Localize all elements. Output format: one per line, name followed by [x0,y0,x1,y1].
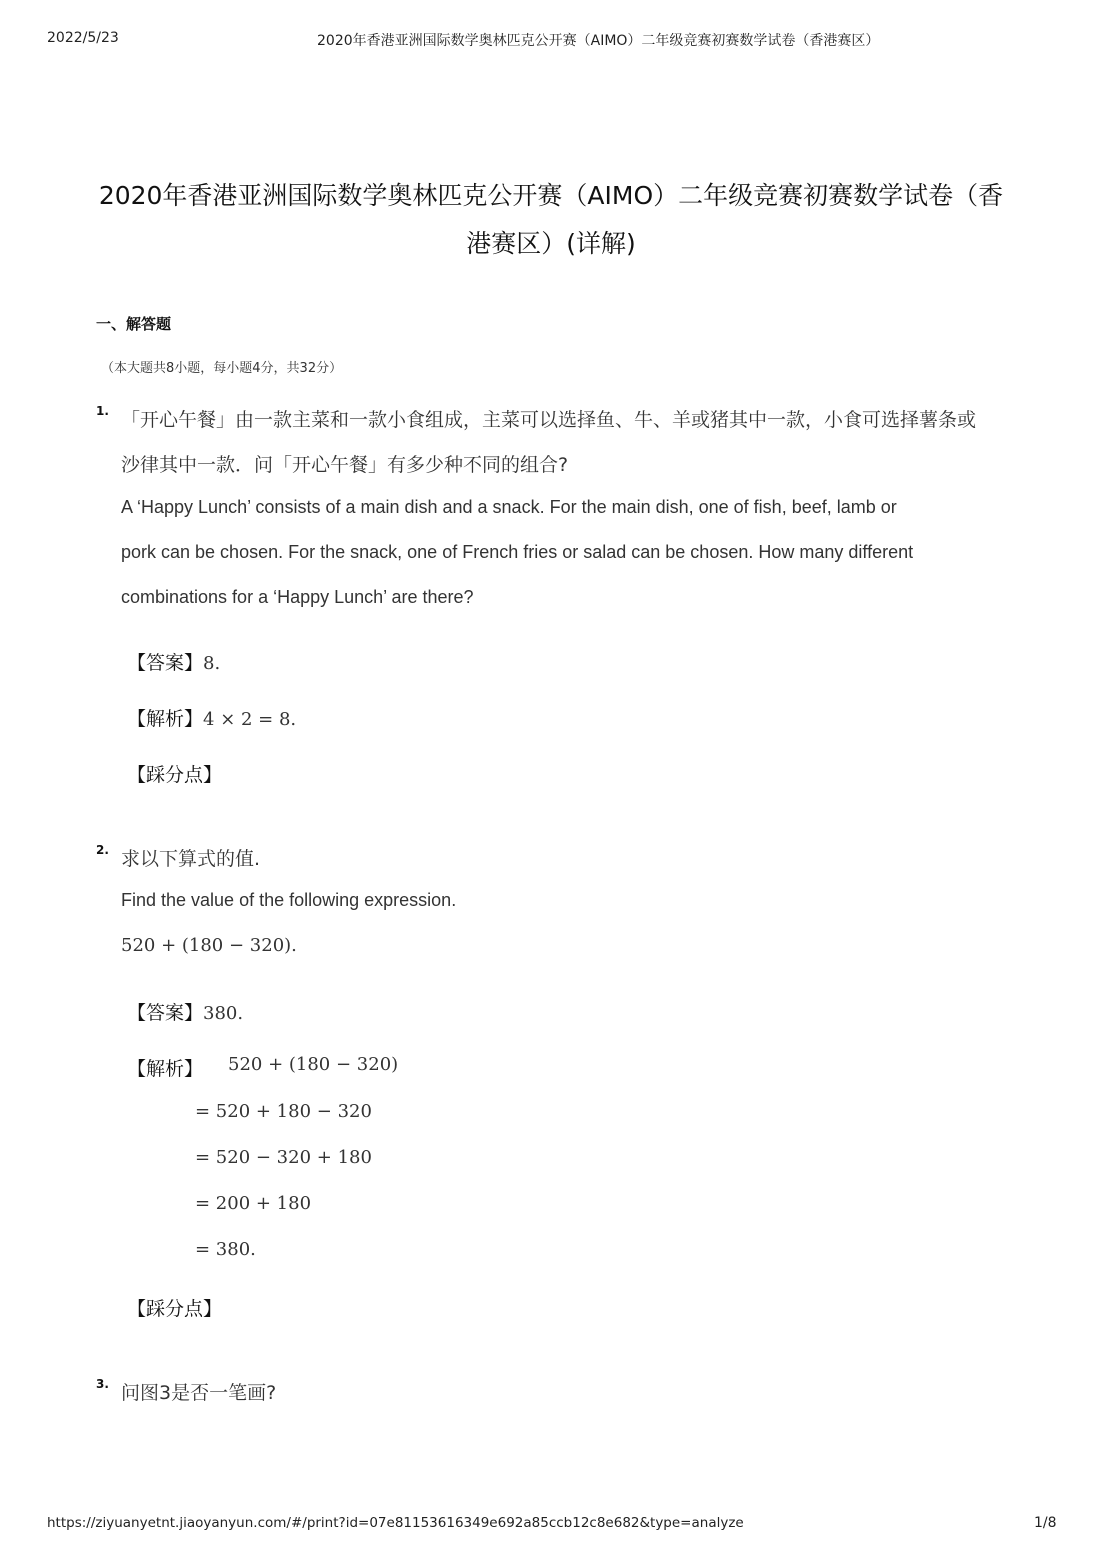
print-date: 2022/5/23 [47,30,119,46]
analysis-step: = 520 − 320 + 180 [195,1147,372,1168]
question-number: 1. [96,404,109,418]
page-number: 1/8 [1034,1515,1057,1531]
page-title-line-2: 港赛区）(详解) [466,229,636,258]
answer-value: 8. [203,653,221,674]
page-title-line-1: 2020年香港亚洲国际数学奥林匹克公开赛（AIMO）二年级竞赛初赛数学试卷（香 [98,181,1004,210]
question-text-en: combinations for a ‘Happy Lunch’ are there? [121,587,474,607]
points-label: 【踩分点】 [127,1298,223,1320]
analysis-row [127,704,296,731]
analysis-step: = 520 + 180 − 320 [195,1101,372,1122]
question-text-en: A ‘Happy Lunch’ consists of a main dish and a snack. For the main dish, one of fish, beef, lamb or [121,497,897,517]
answer-row [127,998,243,1025]
question-number: 3. [96,1377,109,1391]
points-label: 【踩分点】 [127,764,223,786]
question-text-en: Find the value of the following expression. [121,890,457,910]
analysis-step: 520 + (180 − 320) [228,1054,399,1075]
answer-label: 【答案】 [127,652,204,674]
answer-label: 【答案】 [127,1002,204,1024]
analysis-expression: 4 × 2 = 8. [203,709,297,730]
analysis-step: = 380. [195,1239,256,1260]
answer-row [127,648,220,675]
question-number: 2. [96,843,109,857]
question-text-zh: 求以下算式的值. [121,848,261,870]
question-text-zh: 沙律其中一款．问「开心午餐」有多少种不同的组合? [121,454,569,476]
question-text-zh: 问图3是否一笔画? [121,1382,277,1404]
question-text-zh: 「开心午餐」由一款主菜和一款小食组成，主菜可以选择鱼、牛、羊或猪其中一款，小食可选择薯条或 [121,409,977,431]
section-note: （本大题共8小题，每小题4分，共32分） [101,361,343,376]
analysis-label: 【解析】 [127,708,204,730]
question-expression: 520 + (180 − 320). [121,935,297,956]
analysis-label: 【解析】 [127,1058,204,1080]
answer-value: 380. [203,1003,244,1024]
section-heading: 一、解答题 [96,315,172,333]
analysis-step: = 200 + 180 [195,1193,312,1214]
question-text-en: pork can be chosen. For the snack, one of French fries or salad can be chosen. How many different [121,542,914,562]
footer-url[interactable]: https://ziyuanyetnt.jiaoyanyun.com/#/print?id=07e81153616349e692a85ccb12c8e682&type=analyze [47,1515,744,1531]
header-doc-title: 2020年香港亚洲国际数学奥林匹克公开赛（AIMO）二年级竞赛初赛数学试卷（香港赛区） [317,33,880,49]
page-title [80,172,1022,268]
